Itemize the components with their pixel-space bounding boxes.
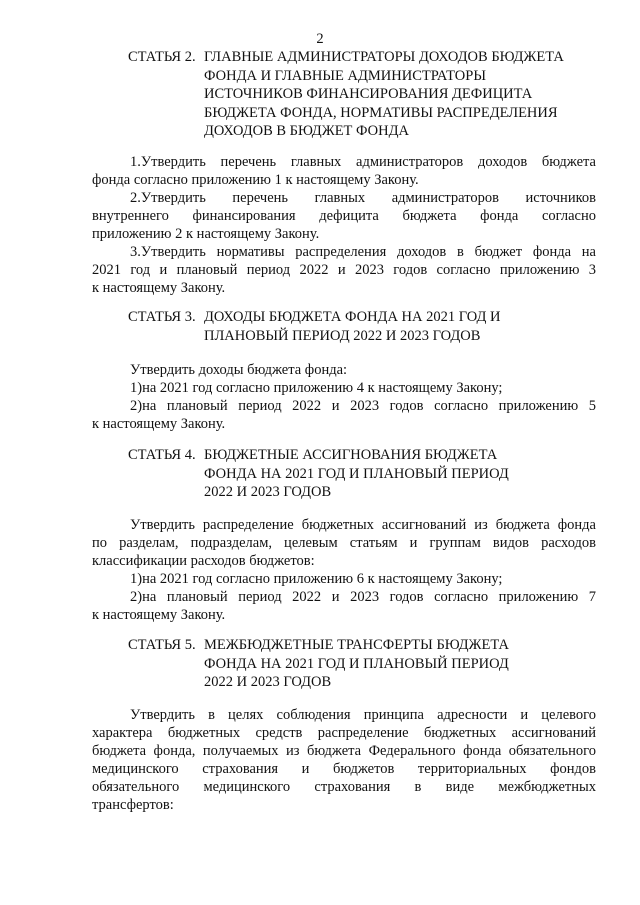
- article-label: СТАТЬЯ 3.: [128, 309, 196, 325]
- text-line: приложению 2 к настоящему Закону.: [92, 226, 320, 242]
- text-line: 2)на плановый период 2022 и 2023 годов согласно приложению 5: [130, 398, 596, 414]
- title-line: ДОХОДЫ БЮДЖЕТА ФОНДА НА 2021 ГОД И: [204, 309, 501, 325]
- title-line: ПЛАНОВЫЙ ПЕРИОД 2022 И 2023 ГОДОВ: [204, 327, 481, 344]
- title-line: ФОНДА НА 2021 ГОД И ПЛАНОВЫЙ ПЕРИОД: [204, 465, 509, 482]
- title-line: ФОНДА И ГЛАВНЫЕ АДМИНИСТРАТОРЫ: [204, 67, 486, 84]
- text-line: к настоящему Закону.: [92, 416, 226, 432]
- title-line: БЮДЖЕТА ФОНДА, НОРМАТИВЫ РАСПРЕДЕЛЕНИЯ: [204, 104, 558, 121]
- text-line: характера бюджетных средств распределение бюджетных ассигнований: [92, 725, 596, 741]
- page-number: 2: [316, 31, 324, 47]
- article-title: [204, 48, 598, 141]
- article-4-paragraph-1: [92, 516, 596, 570]
- title-line: ФОНДА НА 2021 ГОД И ПЛАНОВЫЙ ПЕРИОД: [204, 655, 509, 672]
- text-line: 2)на плановый период 2022 и 2023 годов согласно приложению 7: [130, 589, 596, 605]
- article-label: СТАТЬЯ 4.: [128, 447, 196, 463]
- article-4-heading: [128, 446, 598, 502]
- article-4-paragraph-3: [92, 588, 596, 624]
- article-label: СТАТЬЯ 2.: [128, 49, 196, 65]
- article-2-paragraph-1: [92, 153, 596, 189]
- text-line: 3.Утвердить нормативы распределения доходов в бюджет фонда на: [130, 244, 596, 260]
- text-line: 1.Утвердить перечень главных администраторов доходов бюджета: [130, 154, 596, 170]
- title-line: ИСТОЧНИКОВ ФИНАНСИРОВАНИЯ ДЕФИЦИТА: [204, 86, 533, 102]
- text-line: Утвердить распределение бюджетных ассигнований из бюджета фонда: [130, 517, 596, 533]
- article-2-paragraph-2: [92, 189, 596, 243]
- article-3-paragraph-1: [92, 361, 596, 379]
- text-line: по разделам, подразделам, целевым статьям и группам видов расходов: [92, 535, 596, 551]
- title-line: МЕЖБЮДЖЕТНЫЕ ТРАНСФЕРТЫ БЮДЖЕТА: [204, 637, 509, 653]
- article-title: [204, 636, 598, 692]
- text-line: трансфертов:: [92, 797, 174, 813]
- text-line: к настоящему Закону.: [92, 280, 226, 296]
- title-line: ГЛАВНЫЕ АДМИНИСТРАТОРЫ ДОХОДОВ БЮДЖЕТА: [204, 49, 564, 65]
- article-5-heading: [128, 636, 598, 692]
- text-line: фонда согласно приложению 1 к настоящему Закону.: [92, 172, 419, 188]
- text-line: 2021 год и плановый период 2022 и 2023 годов согласно приложению 3: [92, 262, 596, 278]
- title-line: ДОХОДОВ В БЮДЖЕТ ФОНДА: [204, 123, 409, 139]
- article-3-paragraph-2: [92, 379, 596, 397]
- text-line: медицинского страхования и бюджетов территориальных фондов: [92, 761, 596, 777]
- text-line: 2.Утвердить перечень главных администраторов источников: [130, 190, 596, 206]
- text-line: классификации расходов бюджетов:: [92, 553, 315, 569]
- text-line: Утвердить доходы бюджета фонда:: [130, 362, 348, 378]
- article-title: [204, 446, 598, 502]
- text-line: 1)на 2021 год согласно приложению 4 к настоящему Закону;: [130, 380, 503, 396]
- article-title: [204, 308, 598, 345]
- text-line: внутреннего финансирования дефицита бюджета фонда согласно: [92, 208, 596, 224]
- text-line: бюджета фонда, получаемых из бюджета Федерального фонда обязательного: [92, 743, 596, 759]
- title-line: 2022 И 2023 ГОДОВ: [204, 674, 332, 690]
- text-line: обязательного медицинского страхования в виде межбюджетных: [92, 779, 596, 795]
- article-3-paragraph-3: [92, 397, 596, 433]
- title-line: БЮДЖЕТНЫЕ АССИГНОВАНИЯ БЮДЖЕТА: [204, 447, 498, 463]
- article-2-paragraph-3: [92, 243, 596, 297]
- article-4-paragraph-2: [92, 570, 596, 588]
- text-line: к настоящему Закону.: [92, 607, 226, 623]
- title-line: 2022 И 2023 ГОДОВ: [204, 484, 332, 500]
- article-3-heading: [128, 308, 598, 345]
- text-line: Утвердить в целях соблюдения принципа адресности и целевого: [130, 707, 596, 723]
- text-line: 1)на 2021 год согласно приложению 6 к настоящему Закону;: [130, 571, 503, 587]
- article-label: СТАТЬЯ 5.: [128, 637, 196, 653]
- article-2-heading: [128, 48, 598, 141]
- article-5-paragraph-1: [92, 706, 596, 814]
